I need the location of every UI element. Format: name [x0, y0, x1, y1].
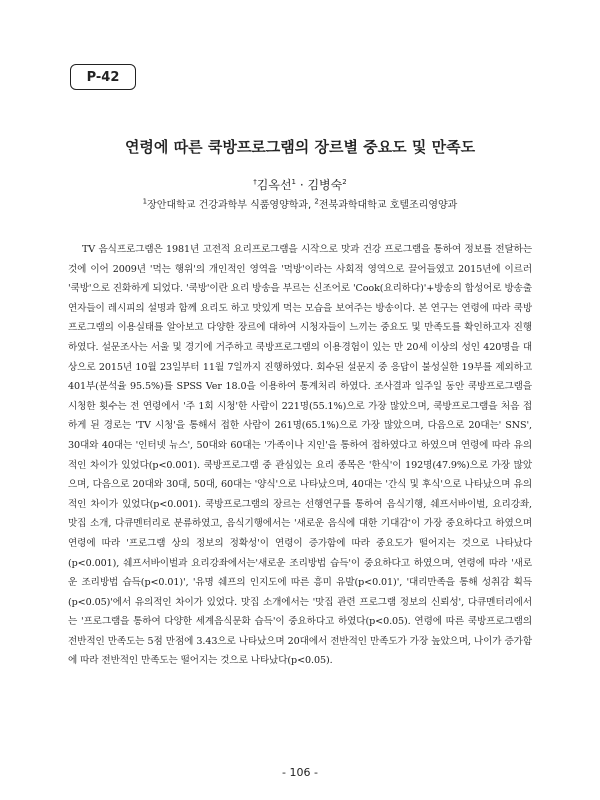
paper-title: 연령에 따른 쿡방프로그램의 장르별 중요도 및 만족도 [124, 138, 476, 156]
author-separator: · [296, 178, 308, 192]
author-line [0, 176, 600, 193]
affiliation-1-mark: 1 [142, 197, 148, 206]
author-2: 김병숙 [307, 178, 343, 192]
affiliation-line [0, 196, 600, 211]
page-number: - 106 - [282, 766, 318, 779]
author-1-affiliation: 1 [291, 178, 297, 186]
abstract-body [68, 240, 532, 671]
corresponding-mark: † [253, 178, 257, 186]
abstract-id-badge: P-42 [70, 64, 136, 90]
affiliation-1: 장안대학교 건강과학부 식품영양학과, [147, 200, 315, 211]
author-1: 김옥선 [256, 178, 292, 192]
affiliation-2-mark: 2 [314, 197, 319, 206]
abstract-paragraph: TV 음식프로그램은 1981년 고전적 요리프로그램을 시작으로 맛과 건강 프로그램을 통하여 정보를 전달하는 것에 이어 2009년 '먹는 행위'의 개인적인 영역을 '먹방'이라는 사회적 영역으로 끌어들였고 2015년에 이르러 '쿡방'으로 진화하게 되었다. '쿡방'이란 요리 방송을 부르는 신조어로 'Cook(요리하다)'+방송의 합성어로 방송출연자들이 레시피의 설명과 함께 요리도 하고 맛있게 먹는 모습을 보여주는 방송이다. 본 연구는 연령에 따라 쿡방프로그램의 이용실태를 알아보고 다양한 장르에 대하여 시청자들이 느끼는 중요도 및 만족도를 확인하고자 진행하였다. 설문조사는 서울 및 경기에 거주하고 쿡방프로그램의 이용경험이 있는 만 20세 이상의 성인 420명을 대상으로 2015년 10월 23일부터 11월 7일까지 진행하였다. 회수된 설문지 중 응답이 불성실한 19부를 제외하고 401부(분석율 95.5%)를 SPSS Ver 18.0을 이용하여 통계처리 하였다. 조사결과 일주일 동안 쿡방프로그램을 시청한 횟수는 전 연령에서 '주 1회 시청'한 사람이 221명(55.1%)으로 가장 많았으며, 쿡방프로그램을 처음 접하게 된 경로는 'TV 시청'을 통해서 접한 사람이 261명(65.1%)으로 가장 많았으며, 다음으로 20대는' SNS', 30대와 40대는 '인터넷 뉴스', 50대와 60대는 '가족이나 지인'을 통하여 접하였다고 하였으며 연령에 따라 유의적인 차이가 있었다(p<0.001). 쿡방프로그램 중 관심있는 요리 종목은 '한식'이 192명(47.9%)으로 가장 많았으며, 다음으로 20대와 30대, 50대, 60대는 '양식'으로 나타났으며, 40대는 '간식 및 후식'으로 나타났으며 유의적인 차이가 있었다(p<0.001). 쿡방프로그램의 장르는 선행연구를 통하여 음식기행, 쉐프서바이벌, 요리강좌, 맛집 소개, 다큐멘터리로 분류하였고, 음식기행에서는 '새로운 음식에 대한 기대감'이 가장 중요하다고 하였으며 연령에 따라 '프로그램 상의 정보의 정확성'이 연령이 증가함에 따라 중요도가 떨어지는 것으로 나타났다(p<0.001), 쉐프서바이벌과 요리강좌에서는'새로운 조리방법 습득'이 중요하다고 하였으며, 연령에 따라 '새로운 조리방법 습득(p<0.01)', '유명 쉐프의 인지도에 따른 흥미 유발(p<0.01)', '대리만족을 통해 성취감 획득(p<0.05)'에서 유의적인 차이가 있었다. 맛집 소개에서는 '맛집 관련 프로그램 정보의 신뢰성', 다큐멘터리에서는 '프로그램을 통하여 다양한 세계음식문화 습득'이 중요하다고 하였다(p<0.05). 연령에 따른 쿡방프로그램의 전반적인 만족도는 5점 만점에 3.43으로 나타났으며 20대에서 전반적인 만족도가 가장 높았으며, 나이가 증가함에 따라 전반적인 만족도는 떨어지는 것으로 나타났다(p<0.05). [68, 244, 532, 667]
affiliation-2: 전북과학대학교 호텔조리영양과 [318, 200, 458, 211]
author-2-affiliation: 2 [342, 178, 347, 186]
